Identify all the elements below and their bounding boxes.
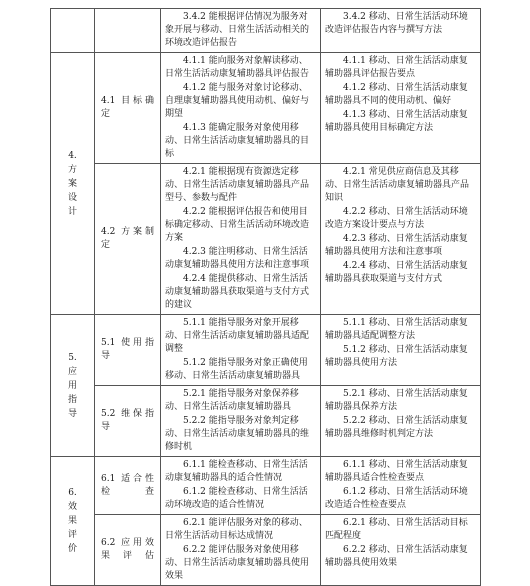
- knowledge-cell: [321, 515, 481, 586]
- sub-item-cell: 4.2 方案制定: [95, 164, 161, 315]
- item-paragraph: 5.2.2 移动、日常生活活动康复辅助器具维修时机判定方法: [325, 416, 468, 439]
- category-cell-6: [51, 457, 95, 586]
- item-paragraph: 6.2.1 移动、日常生活活动目标匹配程度: [325, 518, 468, 541]
- item-paragraph: 5.2.1 移动、日常生活活动康复辅助器具保养方法: [325, 389, 468, 412]
- knowledge-cell: [321, 164, 481, 315]
- category-name: 效果评价: [67, 502, 77, 554]
- work-content-cell: [161, 164, 321, 315]
- item-paragraph: 4.2.3 能注明移动、日常生活活动康复辅助器具使用方法和注意事项: [165, 247, 310, 270]
- sub-item-cell: 6.1 适合性检查: [95, 457, 161, 515]
- item-paragraph: 5.1.1 能指导服务对象开展移动、日常生活活动康复辅助器具适配调整: [165, 318, 310, 354]
- sub-item-cell: 6.2 应用效果评估: [95, 515, 161, 586]
- occupational-standard-table: [50, 8, 481, 586]
- category-cell-empty: [51, 9, 95, 53]
- knowledge-cell: [321, 53, 481, 164]
- sub-item-cell: 4.1 目标确定: [95, 53, 161, 164]
- item-paragraph: 6.2.2 移动、日常生活活动康复辅助器具使用效果: [325, 545, 468, 568]
- item-paragraph: 4.2.1 能根据现有资源选定移动、日常生活活动康复辅助器具产品型号、参数与配件: [165, 167, 310, 203]
- work-content-cell: [161, 386, 321, 457]
- item-paragraph: 4.1.2 能与服务对象讨论移动、自理康复辅助器具使用动机、偏好与期望: [165, 83, 310, 119]
- item-paragraph: 6.1.1 能检查移动、日常生活活动康复辅助器具的适合性情况: [165, 460, 308, 483]
- sub-item-cell: 5.1 使用指导: [95, 315, 161, 386]
- table-row: [51, 164, 481, 315]
- work-content-cell: [161, 53, 321, 164]
- item-paragraph: 3.4.2 能根据评估情况为服务对象开展与移动、日常生活活动相关的环境改造评估报告: [165, 12, 310, 48]
- work-content-cell: [161, 515, 321, 586]
- category-number: 5.: [68, 352, 77, 363]
- item-paragraph: 5.1.1 移动、日常生活活动康复辅助器具适配调整方法: [325, 318, 468, 341]
- work-content-cell: [161, 9, 321, 53]
- item-paragraph: 4.1.1 移动、日常生活活动康复辅助器具评估报告要点: [325, 56, 468, 79]
- table-row: [51, 315, 481, 386]
- work-content-cell: [161, 457, 321, 515]
- item-paragraph: 4.2.2 能根据评估报告和使用目标确定移动、日常生活活动环境改造方案: [165, 207, 310, 243]
- item-paragraph: 6.1.1 移动、日常生活活动康复辅助器具适合性检查要点: [325, 460, 468, 483]
- category-number: 4.: [68, 150, 77, 161]
- item-paragraph: 6.2.2 能评估服务对象使用移动、日常生活活动康复辅助器具使用效果: [165, 545, 310, 581]
- item-paragraph: 5.1.2 移动、日常生活活动康复辅助器具使用方法: [325, 345, 468, 368]
- item-paragraph: 4.2.1 常见供应商信息及其移动、日常生活活动康复辅助器具产品知识: [325, 167, 470, 203]
- knowledge-cell: [321, 9, 481, 53]
- item-paragraph: 3.4.2 移动、日常生活活动环境改造评估报告内容与撰写方法: [325, 12, 468, 35]
- table-row: [51, 53, 481, 164]
- item-paragraph: 4.2.2 移动、日常生活活动环境改造方案设计要点与方法: [325, 207, 468, 230]
- item-paragraph: 4.1.3 移动、日常生活活动康复辅助器具使用目标确定方法: [325, 110, 468, 133]
- category-cell-4: [51, 53, 95, 315]
- table-row: [51, 386, 481, 457]
- item-paragraph: 4.1.2 移动、日常生活活动康复辅助器具不同的使用动机、偏好: [325, 83, 468, 106]
- item-paragraph: 6.1.2 移动、日常生活活动环境改造适合性检查要点: [325, 487, 468, 510]
- item-paragraph: 6.1.2 能检查移动、日常生活活动环境改造的适合性情况: [165, 487, 308, 510]
- item-paragraph: 4.2.4 能提供移动、日常生活活动康复辅助器具获取渠道与支付方式的建议: [165, 274, 310, 310]
- item-paragraph: 5.2.2 能指导服务对象判定移动、日常生活活动康复辅助器具的维修时机: [165, 416, 310, 452]
- work-content-cell: [161, 315, 321, 386]
- knowledge-cell: [321, 457, 481, 515]
- knowledge-cell: [321, 386, 481, 457]
- table-row: [51, 457, 481, 515]
- item-paragraph: 6.2.1 能评估服务对象的移动、日常生活活动目标达成情况: [165, 518, 308, 541]
- sub-item-cell: 5.2 维保指导: [95, 386, 161, 457]
- item-paragraph: 4.1.3 能确定服务对象使用移动、日常生活活动康复辅助器具的目标: [165, 123, 310, 159]
- category-name: 应用指导: [67, 366, 77, 419]
- table-row: [51, 515, 481, 586]
- category-name: 方案设计: [67, 164, 77, 217]
- sub-item-cell-empty: [95, 9, 161, 53]
- item-paragraph: 4.1.1 能向服务对象解读移动、日常生活活动康复辅助器具评估报告: [165, 56, 310, 79]
- item-paragraph: 4.2.3 移动、日常生活活动康复辅助器具使用方法和注意事项: [325, 234, 468, 257]
- category-cell-5: [51, 315, 95, 457]
- knowledge-cell: [321, 315, 481, 386]
- table-row: [51, 9, 481, 53]
- item-paragraph: 5.1.2 能指导服务对象正确使用移动、日常生活活动康复辅助器具: [165, 358, 308, 381]
- item-paragraph: 5.2.1 能指导服务对象保养移动、日常生活活动康复辅助器具: [165, 389, 299, 412]
- item-paragraph: 4.2.4 移动、日常生活活动康复辅助器具获取渠道与支付方式: [325, 261, 468, 284]
- category-number: 6.: [68, 488, 77, 498]
